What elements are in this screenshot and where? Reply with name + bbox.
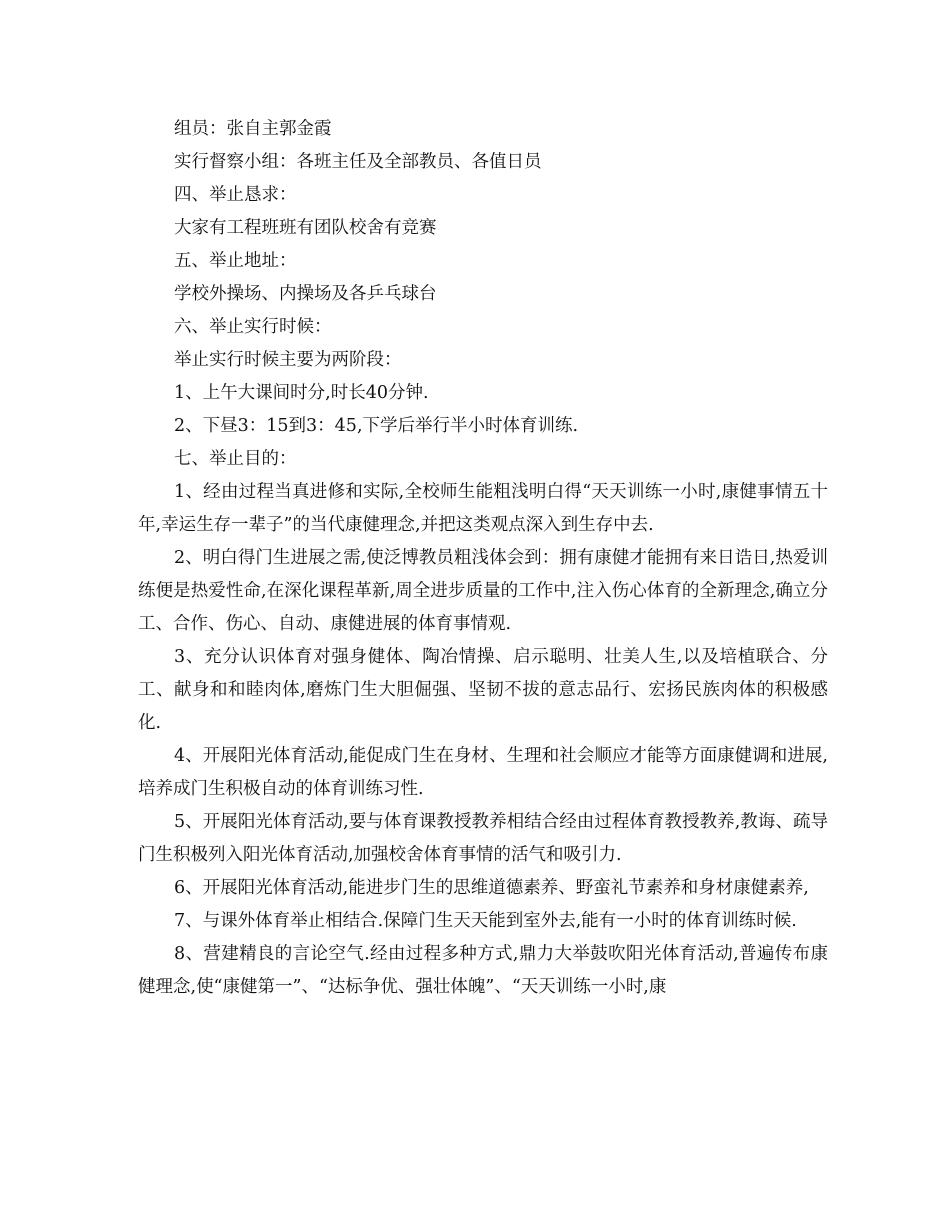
- text-line: 2、下昼3：15到3：45,下学后举行半小时体育训练.: [174, 416, 579, 436]
- text-line: 学校外操场、内操场及各乒乓球台: [174, 284, 437, 304]
- paragraph: 1、经由过程当真进修和实际,全校师生能粗浅明白得“天天训练一小时,康健事情五十年,幸运生存一辈子”的当代康健理念,并把这类观点深入到生存中去.: [138, 482, 828, 535]
- paragraph: 4、开展阳光体育活动,能促成门生在身材、生理和社会顺应才能等方面康健调和进展,培养成门生积极自动的体育训练习性.: [138, 746, 828, 799]
- paragraph: 5、开展阳光体育活动,要与体育课教授教养相结合经由过程体育教授教养,教诲、疏导门生积极列入阳光体育活动,加强校舍体育事情的活气和吸引力.: [138, 812, 828, 865]
- section-heading: 六、举止实行时候：: [174, 317, 332, 337]
- text-line: 大家有工程班班有团队校舍有竞赛: [174, 218, 437, 238]
- document-body: [138, 113, 828, 1004]
- text-line: 举止实行时候主要为两阶段：: [174, 350, 402, 370]
- text-line: 组员：张自主郭金霞: [174, 119, 332, 139]
- section-heading: 四、举止恳求：: [174, 185, 297, 205]
- paragraph: 7、与课外体育举止相结合.保障门生天天能到室外去,能有一小时的体育训练时候.: [174, 911, 797, 931]
- text-line: 1、上午大课间时分,时长40分钟.: [174, 383, 429, 403]
- section-heading: 五、举止地址：: [174, 251, 297, 271]
- paragraph: 3、充分认识体育对强身健体、陶冶情操、启示聪明、壮美人生,以及培植联合、分工、献身和和睦肉体,磨炼门生大胆倔强、坚韧不拔的意志品行、宏扬民族肉体的积极感化.: [138, 647, 828, 733]
- paragraph: 2、明白得门生进展之需,使泛博教员粗浅体会到：拥有康健才能拥有来日诰日,热爱训练便是热爱性命,在深化课程革新,周全进步质量的工作中,注入伤心体育的全新理念,确立分工、合作、伤心、自动、康健进展的体育事情观.: [138, 548, 828, 634]
- section-heading: 七、举止目的：: [174, 449, 297, 469]
- paragraph: 6、开展阳光体育活动,能进步门生的思维道德素养、野蛮礼节素养和身材康健素养,: [174, 878, 809, 898]
- text-line: 实行督察小组：各班主任及全部教员、各值日员: [174, 152, 542, 172]
- paragraph: 8、营建精良的言论空气.经由过程多种方式,鼎力大举鼓吹阳光体育活动,普遍传布康健理念,使“康健第一”、“达标争优、强壮体魄”、“天天训练一小时,康: [138, 944, 828, 997]
